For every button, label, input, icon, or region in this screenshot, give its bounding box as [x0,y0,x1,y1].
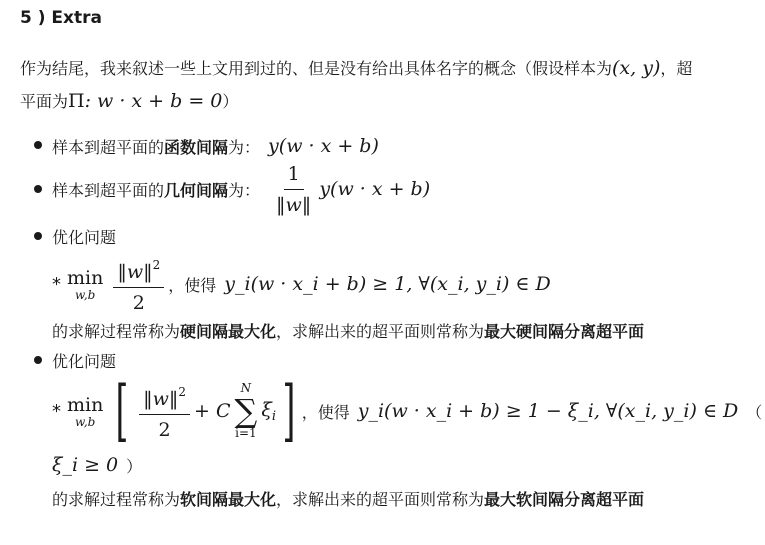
desc-text: 的求解过程常称为 [52,321,181,341]
geometric-margin-formula: y(w · x + b) [319,178,431,200]
hard-margin-problem [52,252,551,316]
star-marker: * [52,273,61,295]
soft-margin-description [52,484,644,512]
slack-condition-line [52,450,142,480]
fraction-numerator: ‖w‖ [117,261,153,283]
constraint-lead: ，使得 [168,275,217,295]
hard-margin-description [52,316,644,344]
geometric-fraction [272,161,315,218]
sample-formula: (x, y) [612,57,661,79]
slack-variable: ξ [261,398,272,421]
bullet-dot [34,356,42,364]
sum-operator: N ∑ i=1 [234,381,258,440]
min-label: min [67,267,104,289]
item-suffix: 为： [228,180,261,200]
functional-margin-formula: y(w · x + b) [268,135,379,157]
fraction-exponent: 2 [152,258,161,272]
list-item-functional-margin [52,132,379,160]
section-heading: 5 ) Extra [20,8,102,28]
desc-term: 最大硬间隔分离超平面 [484,321,645,341]
plane-symbol: Π [68,90,85,112]
min-operator [67,267,103,301]
fraction-denominator: ‖w‖ [276,193,312,216]
min-operator [67,394,103,428]
plane-equation: : w · x + b = 0 [84,90,223,112]
desc-text: ，求解出来的超平面则常称为 [276,321,485,341]
bullet-dot [34,141,42,149]
intro-text-c: 平面为 [20,92,69,111]
paren-open: （ [746,402,763,422]
item-term: 几何间隔 [164,180,229,200]
item-prefix: 样本到超平面的 [52,180,165,200]
slack-subscript: i [271,408,276,424]
list-item-geometric-margin [52,160,430,218]
paren-close: ） [126,456,143,476]
fraction-numerator: ‖w‖ [143,388,179,410]
desc-term: 软间隔最大化 [180,489,277,509]
fraction-denominator: 2 [132,292,145,314]
min-label: min [67,394,104,416]
item-term: 函数间隔 [164,137,229,157]
soft-margin-constraint: y_i(w · x_i + b) ≥ 1 − ξ_i, ∀(x_i, y_i) ∈ D [357,400,739,422]
slack-condition: ξ_i ≥ 0 [52,454,119,476]
soft-margin-problem [52,372,762,450]
constraint-lead: ，使得 [301,402,350,422]
objective-fraction [139,379,190,443]
sum-upper-limit: N [240,381,252,395]
min-subscript: w,b [75,288,96,302]
min-subscript: w,b [75,415,96,429]
left-bracket: [ [115,372,129,449]
intro-text-b: ，超 [660,59,693,78]
desc-text: ，求解出来的超平面则常称为 [276,489,485,509]
bullet-dot [34,185,42,193]
intro-text-d: ） [222,92,239,111]
objective-fraction [113,252,164,316]
desc-term: 最大软间隔分离超平面 [484,489,645,509]
desc-term: 硬间隔最大化 [180,321,277,341]
list-item-soft-margin-label: 优化问题 [52,351,117,371]
item-suffix: 为： [228,137,261,157]
hard-margin-constraint: y_i(w · x_i + b) ≥ 1, ∀(x_i, y_i) ∈ D [224,273,551,295]
sum-lower-limit: i=1 [235,426,257,440]
item-prefix: 样本到超平面的 [52,137,165,157]
fraction-exponent: 2 [178,385,186,399]
fraction-denominator: 2 [158,419,171,441]
bullet-dot [34,232,42,240]
list-item-hard-margin-label: 优化问题 [52,227,117,247]
fraction-numerator: 1 [284,161,304,190]
penalty-term: + C [194,400,231,422]
right-bracket: ] [282,372,296,449]
star-marker: * [52,400,61,422]
intro-text-a: 作为结尾，我来叙述一些上文用到过的、但是没有给出具体名字的概念（假设样本为 [20,59,613,78]
intro-paragraph [20,52,760,118]
desc-text: 的求解过程常称为 [52,489,181,509]
